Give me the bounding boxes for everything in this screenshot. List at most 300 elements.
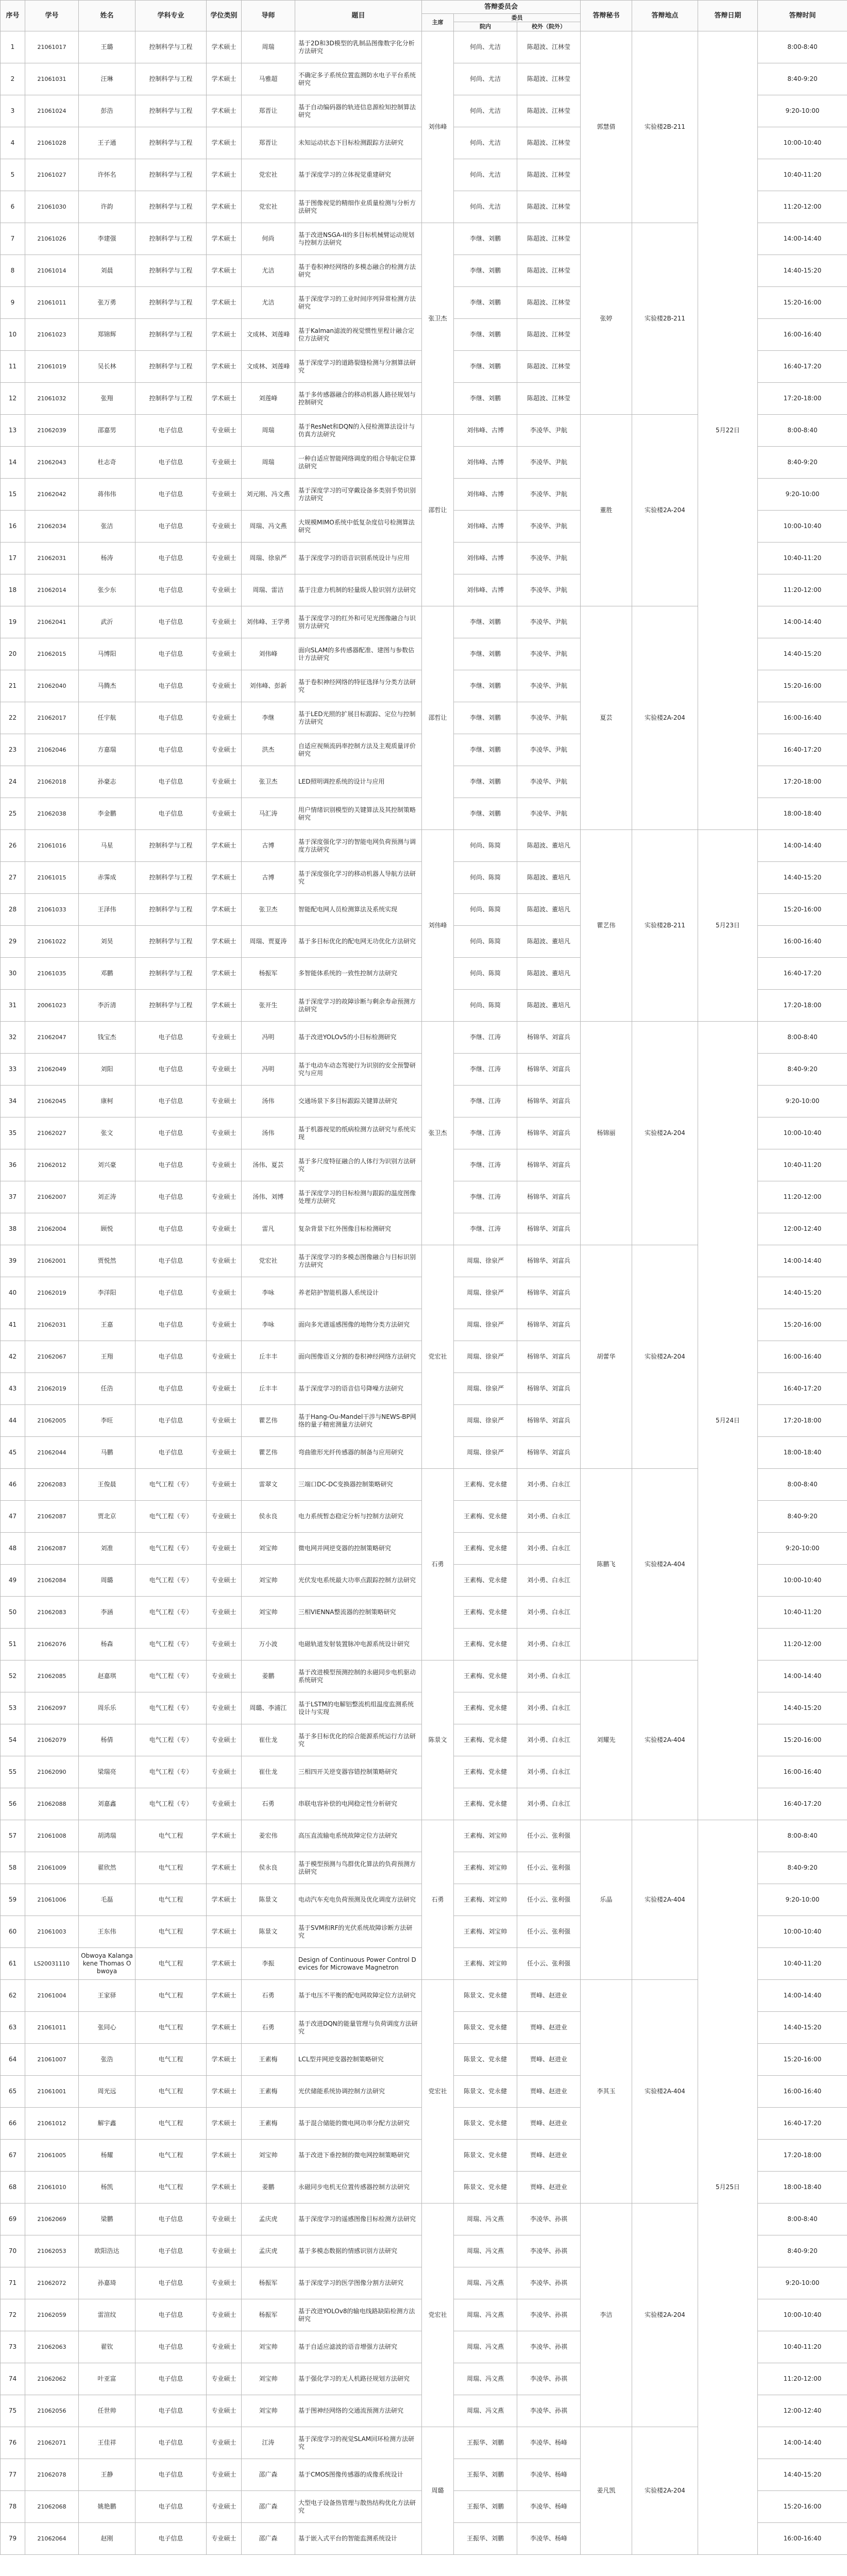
row-internal-members: 李继、江涛 bbox=[454, 1086, 517, 1117]
row-external-members: 李凌华、孙祺 bbox=[517, 2299, 581, 2331]
row-external-members: 李凌华、尹航 bbox=[517, 479, 581, 511]
row-student-id: 21062012 bbox=[25, 1149, 79, 1181]
row-major: 控制科学与工程 bbox=[135, 990, 207, 1022]
group-secretary: 李其玉 bbox=[581, 1980, 632, 2204]
row-student-id: 21062018 bbox=[25, 766, 79, 798]
header-internal: 院内 bbox=[454, 22, 517, 31]
row-name: 赵刚 bbox=[79, 2523, 135, 2555]
row-name: 任浩 bbox=[79, 1373, 135, 1405]
row-major: 电子信息 bbox=[135, 2491, 207, 2523]
row-time: 10:40-11:20 bbox=[758, 1149, 847, 1181]
row-time: 11:20-12:00 bbox=[758, 1181, 847, 1213]
row-name: 王东伟 bbox=[79, 1916, 135, 1948]
row-internal-members: 王素梅、刘宝帅 bbox=[454, 1852, 517, 1884]
row-major: 电子信息 bbox=[135, 1181, 207, 1213]
row-time: 8:00-8:40 bbox=[758, 415, 847, 447]
row-advisor: 李振 bbox=[242, 1948, 295, 1980]
row-degree-type: 学术硕士 bbox=[207, 894, 242, 926]
row-degree-type: 专业硕士 bbox=[207, 511, 242, 543]
row-topic: 高压直流输电系统故障定位方法研究 bbox=[295, 1820, 422, 1852]
row-major: 控制科学与工程 bbox=[135, 958, 207, 990]
row-seq: 76 bbox=[1, 2427, 25, 2459]
group-chair: 张卫杰 bbox=[422, 1022, 454, 1245]
row-time: 11:20-12:00 bbox=[758, 1629, 847, 1660]
row-seq: 18 bbox=[1, 574, 25, 606]
row-name: 贾悦然 bbox=[79, 1245, 135, 1277]
row-name: 李旺 bbox=[79, 1405, 135, 1437]
row-student-id: 21062004 bbox=[25, 1213, 79, 1245]
row-major: 电气工程（专） bbox=[135, 1788, 207, 1820]
row-name: 杨耀 bbox=[79, 2140, 135, 2172]
row-time: 17:20-18:00 bbox=[758, 766, 847, 798]
row-time: 8:00-8:40 bbox=[758, 1469, 847, 1501]
row-name: 方嘉瑞 bbox=[79, 734, 135, 766]
row-topic: LED照明调控系统的设计与应用 bbox=[295, 766, 422, 798]
row-external-members: 任小云、张利强 bbox=[517, 1916, 581, 1948]
row-major: 电子信息 bbox=[135, 670, 207, 702]
row-major: 电气工程（专） bbox=[135, 1469, 207, 1501]
row-degree-type: 专业硕士 bbox=[207, 1660, 242, 1692]
row-external-members: 李凌华、杨峰 bbox=[517, 2459, 581, 2491]
row-seq: 64 bbox=[1, 2044, 25, 2076]
row-topic: 基于深度强化学习的智能电网负荷预测与调度方法研究 bbox=[295, 830, 422, 862]
row-external-members: 陈超波、江林莹 bbox=[517, 191, 581, 223]
row-topic: 基于Hang-Ou-Mandel干涉与NEWS-BP网络的量子精密测量方法研究 bbox=[295, 1405, 422, 1437]
header-date: 答辩日期 bbox=[698, 1, 758, 31]
row-topic: 面向SLAM的多传感器配准、建图与参数估计方法研究 bbox=[295, 638, 422, 670]
row-name: 李金鹏 bbox=[79, 798, 135, 830]
row-seq: 4 bbox=[1, 127, 25, 159]
row-name: 孙豪志 bbox=[79, 766, 135, 798]
row-topic: 基于多目标优化的综合能源系统运行方法研究 bbox=[295, 1724, 422, 1756]
row-major: 电子信息 bbox=[135, 447, 207, 479]
row-topic: 自适应视频流码率控制方法及主观质量评价研究 bbox=[295, 734, 422, 766]
row-name: 王俊晨 bbox=[79, 1469, 135, 1501]
header-advisor: 导师 bbox=[242, 1, 295, 31]
row-internal-members: 李继、刘鹏 bbox=[454, 638, 517, 670]
row-major: 电子信息 bbox=[135, 1405, 207, 1437]
row-student-id: 21061022 bbox=[25, 926, 79, 958]
row-student-id: 21061026 bbox=[25, 223, 79, 255]
row-student-id: 21061027 bbox=[25, 159, 79, 191]
row-time: 15:20-16:00 bbox=[758, 894, 847, 926]
table-row bbox=[1, 31, 847, 63]
row-advisor: 石勇 bbox=[242, 1788, 295, 1820]
row-topic: 基于CMOS图像传感器的成像系统设计 bbox=[295, 2459, 422, 2491]
group-secretary: 杨锦丽 bbox=[581, 1022, 632, 1245]
row-internal-members: 周瑞、冯文燕 bbox=[454, 2235, 517, 2267]
row-time: 14:00-14:40 bbox=[758, 606, 847, 638]
row-advisor: 汤伟、刘博 bbox=[242, 1181, 295, 1213]
row-student-id: 21061005 bbox=[25, 2140, 79, 2172]
row-topic: 复杂背景下红外图像目标检测研究 bbox=[295, 1213, 422, 1245]
row-external-members: 任小云、张利强 bbox=[517, 1820, 581, 1852]
row-degree-type: 专业硕士 bbox=[207, 734, 242, 766]
row-seq: 36 bbox=[1, 1149, 25, 1181]
row-name: 雷渲纹 bbox=[79, 2299, 135, 2331]
row-topic: 基于自适应滤波的语音增强方法研究 bbox=[295, 2331, 422, 2363]
group-venue: 实验楼2A-204 bbox=[632, 2204, 698, 2427]
row-topic: 基于2D和3D模型的乳制品图像数字化分析方法研究 bbox=[295, 31, 422, 63]
row-name: 胡鸿瑞 bbox=[79, 1820, 135, 1852]
row-major: 电子信息 bbox=[135, 2235, 207, 2267]
row-advisor: 周瑞 bbox=[242, 31, 295, 63]
row-degree-type: 学术硕士 bbox=[207, 127, 242, 159]
row-major: 电子信息 bbox=[135, 543, 207, 574]
group-venue: 实验楼2A-204 bbox=[632, 1022, 698, 1245]
row-internal-members: 李继、刘鹏 bbox=[454, 702, 517, 734]
row-degree-type: 专业硕士 bbox=[207, 1309, 242, 1341]
row-time: 16:00-16:40 bbox=[758, 319, 847, 351]
row-name: 刘嘉鑫 bbox=[79, 1788, 135, 1820]
row-seq: 43 bbox=[1, 1373, 25, 1405]
row-time: 10:40-11:20 bbox=[758, 1948, 847, 1980]
row-advisor: 陈景文 bbox=[242, 1916, 295, 1948]
row-student-id: 21062045 bbox=[25, 1086, 79, 1117]
row-internal-members: 李继、刘鹏 bbox=[454, 351, 517, 383]
row-external-members: 李凌华、尹航 bbox=[517, 511, 581, 543]
row-external-members: 任小云、张利强 bbox=[517, 1884, 581, 1916]
row-seq: 65 bbox=[1, 2076, 25, 2108]
header-external: 校外（院外） bbox=[517, 22, 581, 31]
row-name: 张少东 bbox=[79, 574, 135, 606]
row-external-members: 李凌华、孙祺 bbox=[517, 2204, 581, 2235]
row-seq: 53 bbox=[1, 1692, 25, 1724]
row-seq: 9 bbox=[1, 287, 25, 319]
row-advisor: 杨振军 bbox=[242, 2299, 295, 2331]
row-seq: 6 bbox=[1, 191, 25, 223]
row-major: 控制科学与工程 bbox=[135, 63, 207, 95]
row-name: 刘准 bbox=[79, 1533, 135, 1565]
row-advisor: 张卫杰 bbox=[242, 894, 295, 926]
row-external-members: 贾峰、赵进业 bbox=[517, 2012, 581, 2044]
row-advisor: 刘宝帅 bbox=[242, 2331, 295, 2363]
row-seq: 39 bbox=[1, 1245, 25, 1277]
row-degree-type: 专业硕士 bbox=[207, 1405, 242, 1437]
row-seq: 62 bbox=[1, 1980, 25, 2012]
row-time: 18:00-18:40 bbox=[758, 2172, 847, 2204]
row-degree-type: 专业硕士 bbox=[207, 1692, 242, 1724]
row-external-members: 李凌华、尹航 bbox=[517, 670, 581, 702]
row-student-id: 21062087 bbox=[25, 1501, 79, 1533]
row-student-id: 21061012 bbox=[25, 2108, 79, 2140]
row-seq: 23 bbox=[1, 734, 25, 766]
row-major: 电子信息 bbox=[135, 2427, 207, 2459]
row-major: 电气工程 bbox=[135, 1820, 207, 1852]
row-advisor: 孟庆虎 bbox=[242, 2204, 295, 2235]
row-degree-type: 学术硕士 bbox=[207, 287, 242, 319]
row-internal-members: 王素梅、党永健 bbox=[454, 1533, 517, 1565]
row-seq: 58 bbox=[1, 1852, 25, 1884]
row-internal-members: 周瑞、徐泉严 bbox=[454, 1277, 517, 1309]
group-chair: 刘伟峰 bbox=[422, 830, 454, 1022]
row-topic: 基于改进下垂控制的微电网控制策略研究 bbox=[295, 2140, 422, 2172]
row-internal-members: 王素梅、党永健 bbox=[454, 1501, 517, 1533]
row-external-members: 杨锦华、刘富兵 bbox=[517, 1405, 581, 1437]
row-student-id: 21061023 bbox=[25, 319, 79, 351]
row-time: 8:00-8:40 bbox=[758, 1820, 847, 1852]
row-student-id: 21062019 bbox=[25, 1373, 79, 1405]
row-student-id: 21061024 bbox=[25, 95, 79, 127]
row-name: 李洋阳 bbox=[79, 1277, 135, 1309]
row-name: 马腾杰 bbox=[79, 670, 135, 702]
row-name: 邓鹏 bbox=[79, 958, 135, 990]
row-name: 周璐 bbox=[79, 1565, 135, 1597]
row-major: 电子信息 bbox=[135, 734, 207, 766]
row-degree-type: 专业硕士 bbox=[207, 1373, 242, 1405]
row-internal-members: 李继、刘鹏 bbox=[454, 383, 517, 415]
row-advisor: 侯永良 bbox=[242, 1852, 295, 1884]
group-secretary: 董胜 bbox=[581, 415, 632, 606]
row-topic: 基于深度学习的红外和可见光图像融合与识别方法研究 bbox=[295, 606, 422, 638]
row-time: 16:40-17:20 bbox=[758, 2108, 847, 2140]
row-degree-type: 专业硕士 bbox=[207, 1597, 242, 1629]
row-advisor: 刘元刚、冯文燕 bbox=[242, 479, 295, 511]
row-internal-members: 周瑞、徐泉严 bbox=[454, 1309, 517, 1341]
row-student-id: 21061017 bbox=[25, 31, 79, 63]
row-degree-type: 学术硕士 bbox=[207, 926, 242, 958]
row-major: 电气工程 bbox=[135, 2140, 207, 2172]
row-external-members: 陈超波、江林莹 bbox=[517, 383, 581, 415]
defense-date: 5月24日 bbox=[698, 1022, 758, 1820]
row-student-id: 21062049 bbox=[25, 1054, 79, 1086]
row-time: 8:40-9:20 bbox=[758, 1852, 847, 1884]
row-major: 电子信息 bbox=[135, 1149, 207, 1181]
row-advisor: 邵广森 bbox=[242, 2459, 295, 2491]
row-degree-type: 专业硕士 bbox=[207, 447, 242, 479]
row-external-members: 陈超波、董培凡 bbox=[517, 958, 581, 990]
row-internal-members: 王素梅、党永健 bbox=[454, 1469, 517, 1501]
row-external-members: 陈超波、江林莹 bbox=[517, 63, 581, 95]
row-external-members: 陈超波、江林莹 bbox=[517, 255, 581, 287]
row-student-id: 21062039 bbox=[25, 415, 79, 447]
row-internal-members: 何尚、陈简 bbox=[454, 926, 517, 958]
row-advisor: 周瑞、徐泉严 bbox=[242, 543, 295, 574]
row-internal-members: 陈景文、党永健 bbox=[454, 2140, 517, 2172]
row-major: 电气工程 bbox=[135, 2172, 207, 2204]
row-seq: 60 bbox=[1, 1916, 25, 1948]
row-internal-members: 王素梅、党永健 bbox=[454, 1565, 517, 1597]
row-time: 14:00-14:40 bbox=[758, 1660, 847, 1692]
row-internal-members: 陈景文、党永健 bbox=[454, 2172, 517, 2204]
row-degree-type: 专业硕士 bbox=[207, 1086, 242, 1117]
group-chair: 邵哲让 bbox=[422, 415, 454, 606]
row-major: 电气工程（专） bbox=[135, 1533, 207, 1565]
row-internal-members: 周瑞、徐泉严 bbox=[454, 1437, 517, 1469]
row-time: 8:00-8:40 bbox=[758, 31, 847, 63]
row-seq: 7 bbox=[1, 223, 25, 255]
row-topic: 基于多模态数据的情感识别方法研究 bbox=[295, 2235, 422, 2267]
row-seq: 22 bbox=[1, 702, 25, 734]
row-name: 杨凯 bbox=[79, 2172, 135, 2204]
row-topic: 基于深度学习的可穿戴设备多类别手势识别方法研究 bbox=[295, 479, 422, 511]
row-name: 赵嘉琪 bbox=[79, 1660, 135, 1692]
row-seq: 12 bbox=[1, 383, 25, 415]
row-seq: 35 bbox=[1, 1117, 25, 1149]
row-external-members: 贾峰、赵进业 bbox=[517, 2108, 581, 2140]
row-internal-members: 王素梅、党永健 bbox=[454, 1724, 517, 1756]
row-degree-type: 专业硕士 bbox=[207, 574, 242, 606]
row-advisor: 杨振军 bbox=[242, 958, 295, 990]
row-student-id: 21062078 bbox=[25, 2459, 79, 2491]
row-advisor: 周瑞 bbox=[242, 415, 295, 447]
row-seq: 57 bbox=[1, 1820, 25, 1852]
row-external-members: 刘小勇、白永江 bbox=[517, 1533, 581, 1565]
row-major: 控制科学与工程 bbox=[135, 223, 207, 255]
row-major: 电气工程 bbox=[135, 2012, 207, 2044]
row-external-members: 杨锦华、刘富兵 bbox=[517, 1181, 581, 1213]
row-major: 电子信息 bbox=[135, 479, 207, 511]
row-internal-members: 刘伟峰、古博 bbox=[454, 543, 517, 574]
row-degree-type: 专业硕士 bbox=[207, 2267, 242, 2299]
row-advisor: 冯明 bbox=[242, 1054, 295, 1086]
row-internal-members: 王素梅、刘宝帅 bbox=[454, 1948, 517, 1980]
row-advisor: 丘丰丰 bbox=[242, 1373, 295, 1405]
row-student-id: 21061032 bbox=[25, 383, 79, 415]
row-name: 任世帅 bbox=[79, 2395, 135, 2427]
group-secretary: 陈鹏飞 bbox=[581, 1469, 632, 1660]
group-secretary: 姜凡凯 bbox=[581, 2427, 632, 2555]
row-student-id: 21062069 bbox=[25, 2204, 79, 2235]
row-seq: 46 bbox=[1, 1469, 25, 1501]
row-degree-type: 专业硕士 bbox=[207, 2523, 242, 2555]
row-student-id: 21062038 bbox=[25, 798, 79, 830]
row-degree-type: 学术硕士 bbox=[207, 223, 242, 255]
row-external-members: 陈超波、董培凡 bbox=[517, 926, 581, 958]
row-name: 毛磊 bbox=[79, 1884, 135, 1916]
row-external-members: 贾峰、赵进业 bbox=[517, 2044, 581, 2076]
row-topic: 光伏发电系统最大功率点跟踪控制方法研究 bbox=[295, 1565, 422, 1597]
row-name: 李建强 bbox=[79, 223, 135, 255]
group-secretary: 夏芸 bbox=[581, 606, 632, 830]
row-seq: 56 bbox=[1, 1788, 25, 1820]
row-seq: 66 bbox=[1, 2108, 25, 2140]
row-time: 14:00-14:40 bbox=[758, 830, 847, 862]
row-internal-members: 周瑞、冯文燕 bbox=[454, 2395, 517, 2427]
row-time: 14:00-14:40 bbox=[758, 1980, 847, 2012]
row-time: 10:00-10:40 bbox=[758, 1117, 847, 1149]
row-internal-members: 何尚、陈简 bbox=[454, 990, 517, 1022]
row-name: 顾悦 bbox=[79, 1213, 135, 1245]
row-internal-members: 王素梅、党永健 bbox=[454, 1692, 517, 1724]
group-venue: 实验楼2A-204 bbox=[632, 415, 698, 606]
row-topic: 智能配电网人员检测算法及系统实现 bbox=[295, 894, 422, 926]
row-time: 12:00-12:40 bbox=[758, 2395, 847, 2427]
row-time: 14:40-15:20 bbox=[758, 2012, 847, 2044]
row-name: Obwoya Kalangakene Thomas Obwoya bbox=[79, 1948, 135, 1980]
row-advisor: 姜鹏 bbox=[242, 2172, 295, 2204]
row-degree-type: 学术硕士 bbox=[207, 1948, 242, 1980]
group-chair: 党宏社 bbox=[422, 1245, 454, 1469]
row-name: 钱宝杰 bbox=[79, 1022, 135, 1054]
row-major: 电气工程 bbox=[135, 2108, 207, 2140]
row-seq: 14 bbox=[1, 447, 25, 479]
row-internal-members: 王素梅、党永健 bbox=[454, 1756, 517, 1788]
row-major: 电子信息 bbox=[135, 574, 207, 606]
header-chair: 主席 bbox=[422, 14, 454, 31]
row-topic: 一种自适应智能网络调度的组合导航定位算法研究 bbox=[295, 447, 422, 479]
row-advisor: 姜鹏 bbox=[242, 1660, 295, 1692]
row-degree-type: 专业硕士 bbox=[207, 702, 242, 734]
row-major: 电气工程（专） bbox=[135, 1501, 207, 1533]
row-student-id: 21062062 bbox=[25, 2363, 79, 2395]
row-internal-members: 李继、刘鹏 bbox=[454, 255, 517, 287]
row-student-id: 21062079 bbox=[25, 1724, 79, 1756]
row-student-id: 21062067 bbox=[25, 1341, 79, 1373]
row-name: 王泽伟 bbox=[79, 894, 135, 926]
row-internal-members: 李继、江涛 bbox=[454, 1054, 517, 1086]
row-student-id: 21062071 bbox=[25, 2427, 79, 2459]
row-advisor: 周瑞、雷洁 bbox=[242, 574, 295, 606]
row-external-members: 陈超波、江林莹 bbox=[517, 159, 581, 191]
row-major: 控制科学与工程 bbox=[135, 319, 207, 351]
row-student-id: 21061015 bbox=[25, 862, 79, 894]
row-student-id: 21062015 bbox=[25, 638, 79, 670]
row-seq: 78 bbox=[1, 2491, 25, 2523]
row-name: 王璐 bbox=[79, 31, 135, 63]
row-topic: 基于混合储能的微电网功率分配方法研究 bbox=[295, 2108, 422, 2140]
row-internal-members: 李继、刘鹏 bbox=[454, 798, 517, 830]
row-student-id: 21062031 bbox=[25, 543, 79, 574]
row-advisor: 石勇 bbox=[242, 2012, 295, 2044]
row-topic: 养老陪护智能机器人系统设计 bbox=[295, 1277, 422, 1309]
header-topic: 题目 bbox=[295, 1, 422, 31]
row-seq: 33 bbox=[1, 1054, 25, 1086]
row-advisor: 马汇涛 bbox=[242, 798, 295, 830]
group-chair: 张卫杰 bbox=[422, 223, 454, 415]
row-student-id: 21061028 bbox=[25, 127, 79, 159]
row-seq: 50 bbox=[1, 1597, 25, 1629]
row-time: 16:00-16:40 bbox=[758, 2076, 847, 2108]
row-internal-members: 陈景文、党永健 bbox=[454, 2108, 517, 2140]
row-seq: 49 bbox=[1, 1565, 25, 1597]
row-seq: 19 bbox=[1, 606, 25, 638]
row-name: 刘昊 bbox=[79, 926, 135, 958]
row-student-id: 21062097 bbox=[25, 1692, 79, 1724]
row-student-id: 21062043 bbox=[25, 447, 79, 479]
row-advisor: 汤伟 bbox=[242, 1086, 295, 1117]
row-advisor: 雷凡 bbox=[242, 1213, 295, 1245]
row-time: 9:20-10:00 bbox=[758, 1086, 847, 1117]
row-seq: 59 bbox=[1, 1884, 25, 1916]
row-time: 9:20-10:00 bbox=[758, 1533, 847, 1565]
row-degree-type: 学术硕士 bbox=[207, 958, 242, 990]
row-major: 控制科学与工程 bbox=[135, 159, 207, 191]
row-student-id: 21062090 bbox=[25, 1756, 79, 1788]
row-name: 王家驿 bbox=[79, 1980, 135, 2012]
header-time: 答辩时间 bbox=[758, 1, 847, 31]
row-degree-type: 专业硕士 bbox=[207, 1629, 242, 1660]
header-student-id: 学号 bbox=[25, 1, 79, 31]
row-topic: 基于ResNet和DQN的入侵检测算法设计与仿真方法研究 bbox=[295, 415, 422, 447]
row-student-id: 21062044 bbox=[25, 1437, 79, 1469]
row-internal-members: 李继、刘鹏 bbox=[454, 766, 517, 798]
row-advisor: 王素梅 bbox=[242, 2108, 295, 2140]
row-internal-members: 陈景文、党永健 bbox=[454, 1980, 517, 2012]
row-topic: 交通场景下多目标跟踪关键算法研究 bbox=[295, 1086, 422, 1117]
row-time: 8:40-9:20 bbox=[758, 2235, 847, 2267]
row-external-members: 杨锦华、刘富兵 bbox=[517, 1054, 581, 1086]
table-header bbox=[1, 1, 847, 31]
row-internal-members: 王素梅、党永健 bbox=[454, 1788, 517, 1820]
row-seq: 3 bbox=[1, 95, 25, 127]
row-name: 康柯 bbox=[79, 1086, 135, 1117]
row-major: 电气工程 bbox=[135, 1884, 207, 1916]
row-advisor: 文成林、刘莲峰 bbox=[242, 319, 295, 351]
row-internal-members: 李继、江涛 bbox=[454, 1181, 517, 1213]
row-name: 张万勇 bbox=[79, 287, 135, 319]
header-major: 学科专业 bbox=[135, 1, 207, 31]
